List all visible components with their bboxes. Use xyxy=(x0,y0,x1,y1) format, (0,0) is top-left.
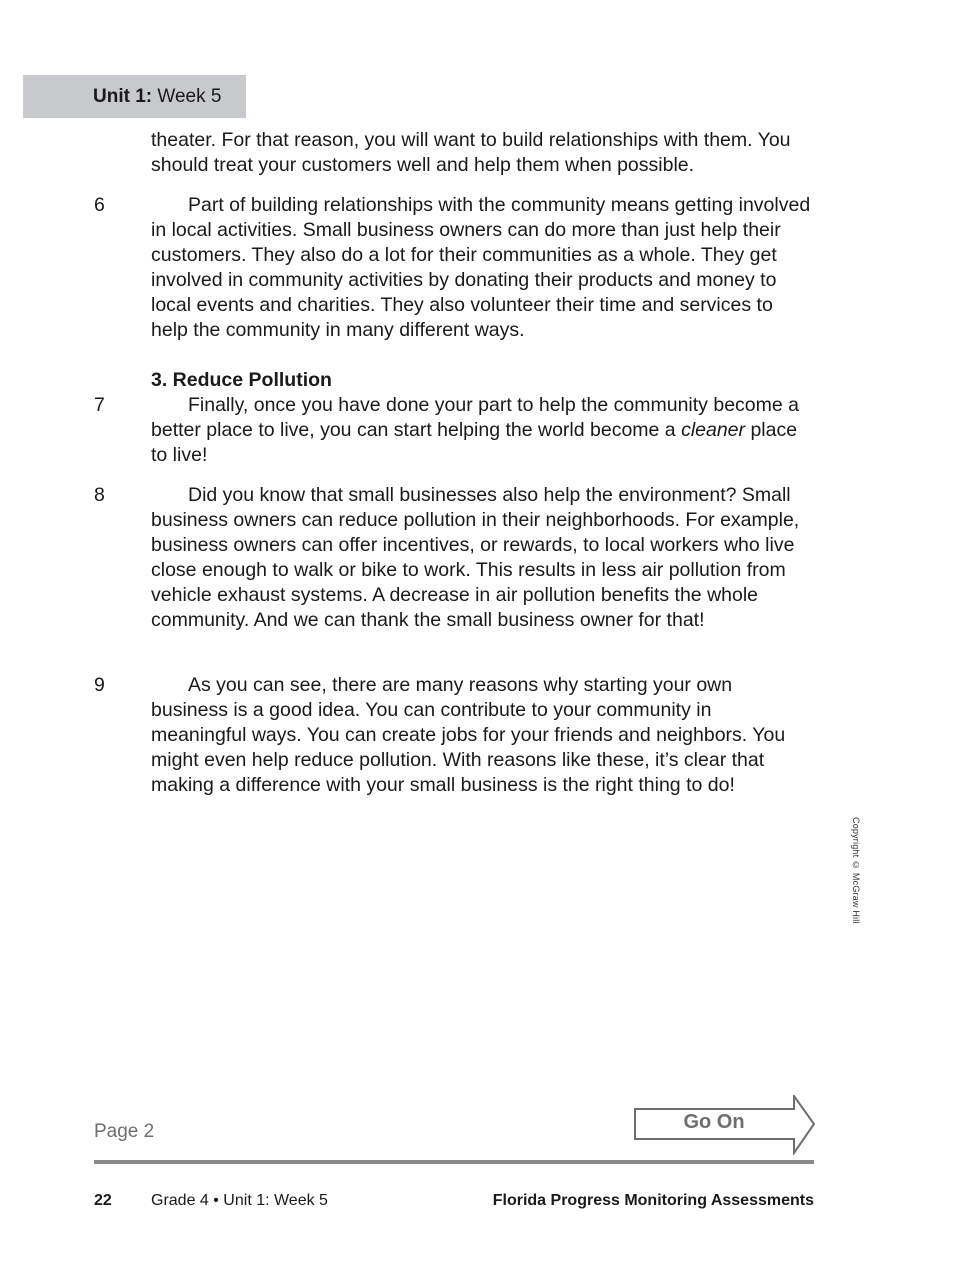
paragraph-number-6: 6 xyxy=(94,194,105,216)
paragraph-9 xyxy=(151,673,811,798)
paragraph-7 xyxy=(151,393,811,468)
footer-page-number: 22 xyxy=(94,1192,112,1209)
paragraph-7-text-after: place to live! xyxy=(151,419,798,466)
paragraph-6-text: Part of building relationships with the community means getting involved in local activities. Small business owners can do more than just help their customers. They also do a lot for their communities as a whole. They get involved in community activities by donating their products and money to local events and charities. They also volunteer their time and services to help the community in many different ways. xyxy=(151,194,811,341)
paragraph-8-text: Did you know that small businesses also help the environment? Small business owners can reduce pollution in their neighborhoods. For example, business owners can offer incentives, or rewards, to local workers who live close enough to walk or bike to work. This results in less air pollution from vehicle exhaust systems. A decrease in air pollution benefits the whole community. And we can thank the small business owner for that! xyxy=(151,484,800,631)
paragraph-9-text: As you can see, there are many reasons why starting your own business is a good idea. You can contribute to your community in meaningful ways. You can create jobs for your friends and neighbors. You might even help reduce pollution. With reasons like these, it’s clear that making a difference with your small business is the right thing to do! xyxy=(151,674,786,796)
footer-divider xyxy=(94,1160,814,1164)
copyright-notice: Copyright © McGraw Hill xyxy=(851,817,861,924)
section-heading-reduce-pollution: 3. Reduce Pollution xyxy=(151,369,332,391)
unit-week-tab xyxy=(23,75,246,118)
paragraph-7-emphasis: cleaner xyxy=(681,419,746,441)
paragraph-number-9: 9 xyxy=(94,674,105,696)
footer-title: Florida Progress Monitoring Assessments xyxy=(492,1192,814,1209)
paragraph-6 xyxy=(151,193,811,343)
page-label: Page 2 xyxy=(94,1121,155,1142)
footer-grade-info: Grade 4 • Unit 1: Week 5 xyxy=(151,1192,328,1209)
paragraph-7-text-before: Finally, once you have done your part to help the community become a better place to live, you can start helping the world become a xyxy=(151,394,799,441)
go-on-label: Go On xyxy=(683,1111,745,1133)
week-label: Week 5 xyxy=(157,86,222,107)
paragraph-number-7: 7 xyxy=(94,394,105,416)
continued-paragraph: theater. For that reason, you will want to build relationships with them. You should treat your customers well and help them when possible. xyxy=(151,129,791,176)
go-on-button[interactable] xyxy=(634,1095,816,1155)
unit-label: Unit 1: xyxy=(93,86,153,107)
paragraph-8 xyxy=(151,483,811,633)
paragraph-number-8: 8 xyxy=(94,484,105,506)
